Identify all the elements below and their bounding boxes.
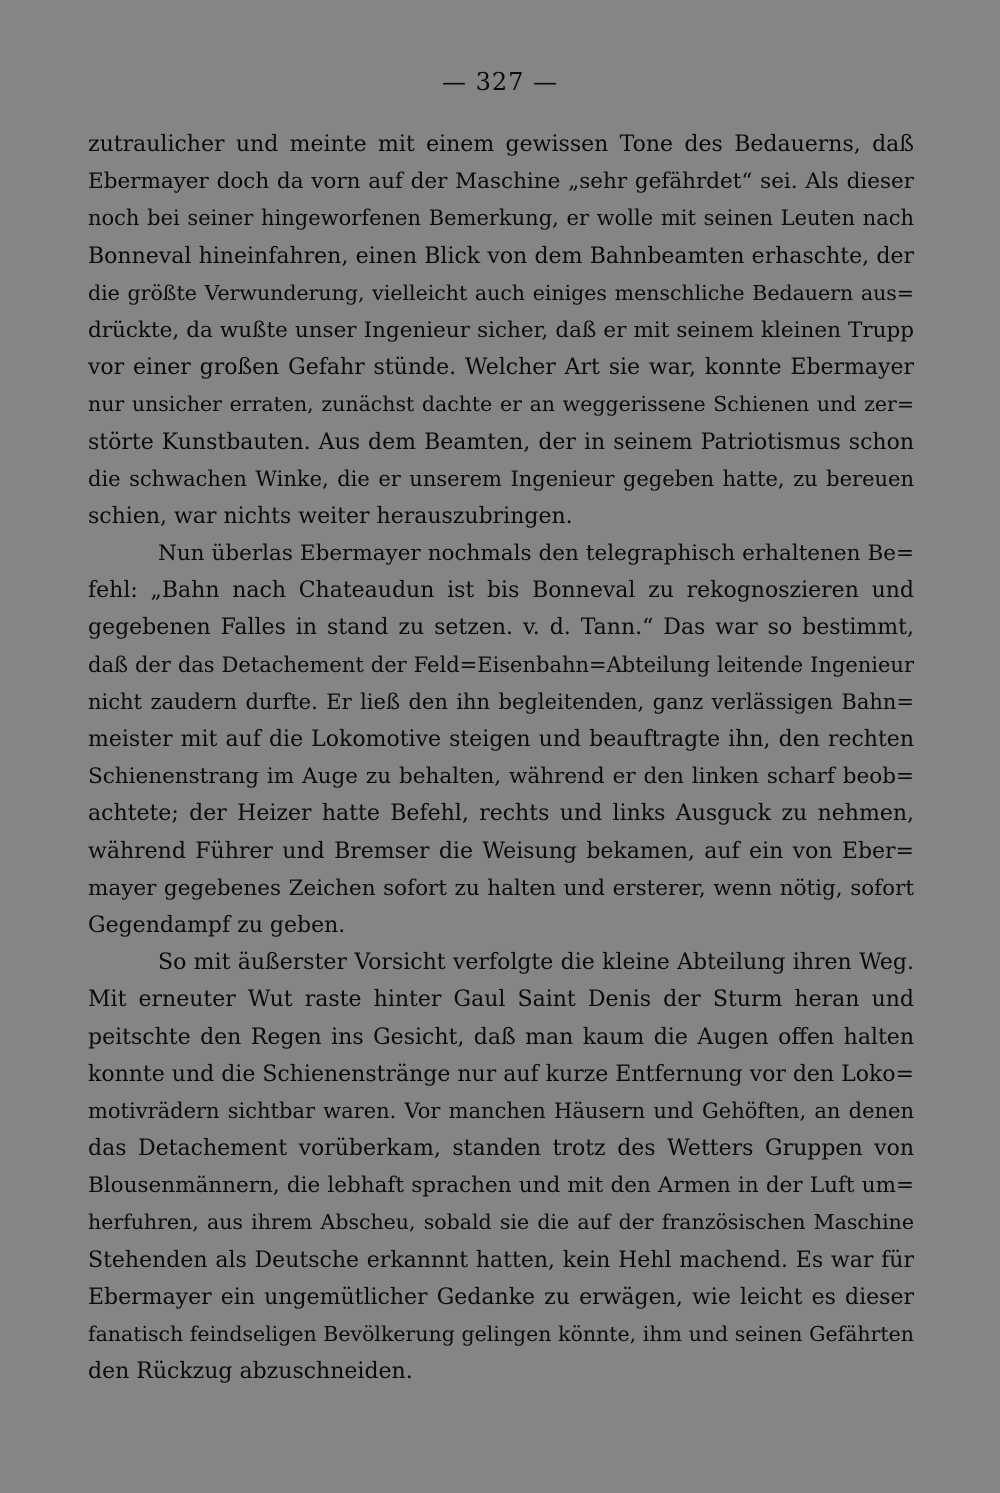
- text-line: Gegendampf zu geben.: [88, 912, 346, 938]
- text-line: noch bei seiner hingeworfenen Bemerkung, er wolle mit seinen Leuten nach: [88, 206, 914, 231]
- text-line: gegebenen Falles in stand zu setzen. v. d. Tann.“ Das war so bestimmt,: [88, 615, 914, 641]
- text-line: Blousenmännern, die lebhaft sprachen und mit den Armen in der Luft um=: [88, 1173, 914, 1199]
- text-line: nicht zaudern durfte. Er ließ den ihn begleitenden, ganz verlässigen Bahn=: [88, 689, 914, 714]
- text-line: nur unsicher erraten, zunächst dachte er an weggerissene Schienen und zer=: [88, 392, 914, 417]
- text-line: schien, war nichts weiter herauszubringen.: [88, 503, 573, 529]
- text-line: fanatisch feindseligen Bevölkerung gelingen könnte, ihm und seinen Gefährten: [88, 1322, 914, 1346]
- body-text: [88, 126, 914, 1390]
- text-line: achtete; der Heizer hatte Befehl, rechts und links Ausguck zu nehmen,: [88, 801, 914, 827]
- text-line: Ebermayer doch da vorn auf der Maschine „sehr gefährdet“ sei. Als dieser: [88, 169, 914, 195]
- text-line: Stehenden als Deutsche erkannnt hatten, kein Hehl machend. Es war für: [88, 1247, 914, 1273]
- text-line: den Rückzug abzuschneiden.: [88, 1359, 413, 1385]
- text-line: Nun überlas Ebermayer nochmals den telegraphisch erhaltenen Be=: [158, 541, 914, 567]
- text-line: die größte Verwunderung, vielleicht auch einiges menschliche Bedauern aus=: [88, 280, 914, 305]
- text-line: mayer gegebenes Zeichen sofort zu halten und ersterer, wenn nötig, sofort: [88, 875, 914, 901]
- text-line: motivrädern sichtbar waren. Vor manchen Häusern und Gehöften, an denen: [88, 1098, 914, 1123]
- text-line: die schwachen Winke, die er unserem Ingenieur gegeben hatte, zu bereuen: [88, 466, 914, 491]
- text-line: Schienenstrang im Auge zu behalten, während er den linken scharf beob=: [88, 764, 914, 790]
- text-line: drückte, da wußte unser Ingenieur sicher, daß er mit seinem kleinen Trupp: [88, 317, 914, 343]
- text-line: Mit erneuter Wut raste hinter Gaul Saint Denis der Sturm heran und: [88, 987, 914, 1013]
- page-number: — 327 —: [441, 68, 559, 96]
- text-line: Ebermayer ein ungemütlicher Gedanke zu erwägen, wie leicht es dieser: [88, 1284, 914, 1310]
- text-line: das Detachement vorüberkam, standen trotz des Wetters Gruppen von: [88, 1136, 914, 1162]
- text-line: peitschte den Regen ins Gesicht, daß man kaum die Augen offen halten: [88, 1024, 914, 1050]
- text-line: zutraulicher und meinte mit einem gewissen Tone des Bedauerns, daß: [88, 132, 914, 157]
- text-line: fehl: „Bahn nach Chateaudun ist bis Bonneval zu rekognoszieren und: [88, 578, 914, 604]
- text-line: So mit äußerster Vorsicht verfolgte die kleine Abteilung ihren Weg.: [158, 950, 914, 976]
- text-line: störte Kunstbauten. Aus dem Beamten, der in seinem Patriotismus schon: [88, 429, 914, 455]
- text-line: vor einer großen Gefahr stünde. Welcher Art sie war, konnte Ebermayer: [88, 355, 914, 381]
- text-line: Bonneval hineinfahren, einen Blick von dem Bahnbeamten erhaschte, der: [88, 243, 914, 269]
- text-line: konnte und die Schienenstränge nur auf kurze Entfernung vor den Loko=: [88, 1061, 914, 1087]
- text-line: meister mit auf die Lokomotive steigen und beauftragte ihn, den rechten: [88, 727, 914, 752]
- text-line: daß der das Detachement der Feld=Eisenbahn=Abteilung leitende Ingenieur: [88, 652, 914, 677]
- text-line: herfuhren, aus ihrem Abscheu, sobald sie die auf der französischen Maschine: [88, 1210, 914, 1235]
- text-line: während Führer und Bremser die Weisung bekamen, auf ein von Eber=: [88, 838, 914, 864]
